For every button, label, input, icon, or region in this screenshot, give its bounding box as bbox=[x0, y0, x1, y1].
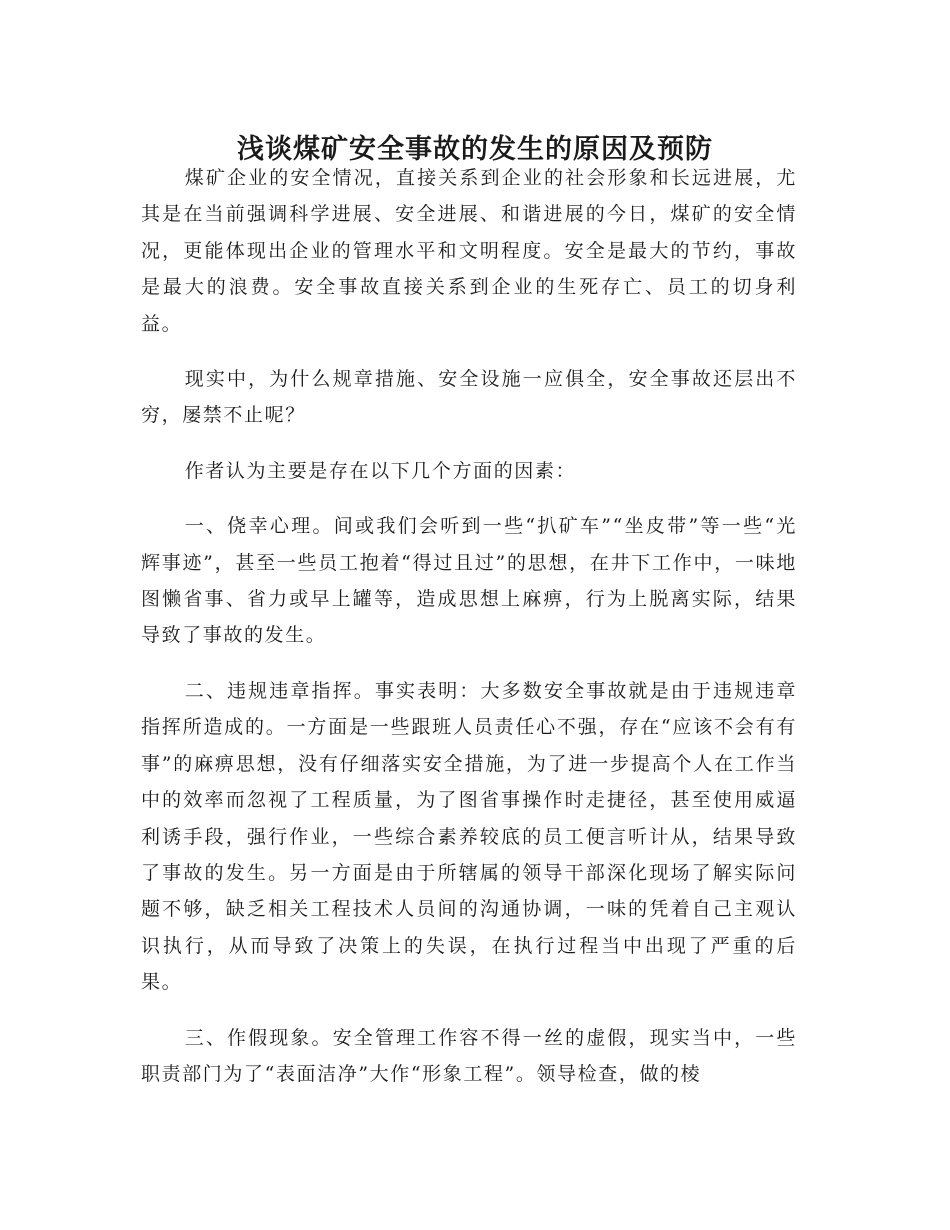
paragraph-factor-2: 二、违规违章指挥。事实表明：大多数安全事故就是由于违规违章指挥所造成的。一方面是一些跟班人员责任心不强，存在“应该不会有有事”的麻痹思想，没有仔细落实安全措施，为了进一步提高个人在工作当中的效率而忽视了工程质量，为了图省事操作时走捷径，甚至使用威逼利诱手段，强行作业，一些综合素养较底的员工便言听计从，结果导致了事故的发生。另一方面是由于所辖属的领导干部深化现场了解实际问题不够，缺乏相关工程技术人员间的沟通协调，一味的凭着自己主观认识执行，从而导致了决策上的失误，在执行过程当中出现了严重的后果。 bbox=[141, 679, 797, 994]
paragraph-question: 现实中，为什么规章措施、安全设施一应俱全，安全事故还层出不穷，屡禁不止呢？ bbox=[141, 368, 797, 427]
paragraph-factor-3: 三、作假现象。安全管理工作容不得一丝的虚假，现实当中，一些职责部门为了“表面洁净”大作“形象工程”。领导检查，做的棱 bbox=[141, 1026, 797, 1085]
document-body bbox=[141, 160, 797, 1092]
document-title: 浅谈煤矿安全事故的发生的原因及预防 bbox=[237, 134, 713, 166]
paragraph-factors-intro: 作者认为主要是存在以下几个方面的因素： bbox=[184, 459, 577, 482]
paragraph-intro: 煤矿企业的安全情况，直接关系到企业的社会形象和长远进展，尤其是在当前强调科学进展、安全进展、和谐进展的今日，煤矿的安全情况，更能体现出企业的管理水平和文明程度。安全是最大的节约，事故是最大的浪费。安全事故直接关系到企业的生死存亡、员工的切身利益。 bbox=[141, 167, 797, 335]
paragraph-factor-1: 一、侥幸心理。间或我们会听到一些“扒矿车”“坐皮带”等一些“光辉事迹”，甚至一些员工抱着“得过且过”的思想，在井下工作中，一味地图懒省事、省力或早上罐等，造成思想上麻痹，行为上脱离实际，结果导致了事故的发生。 bbox=[141, 515, 797, 647]
